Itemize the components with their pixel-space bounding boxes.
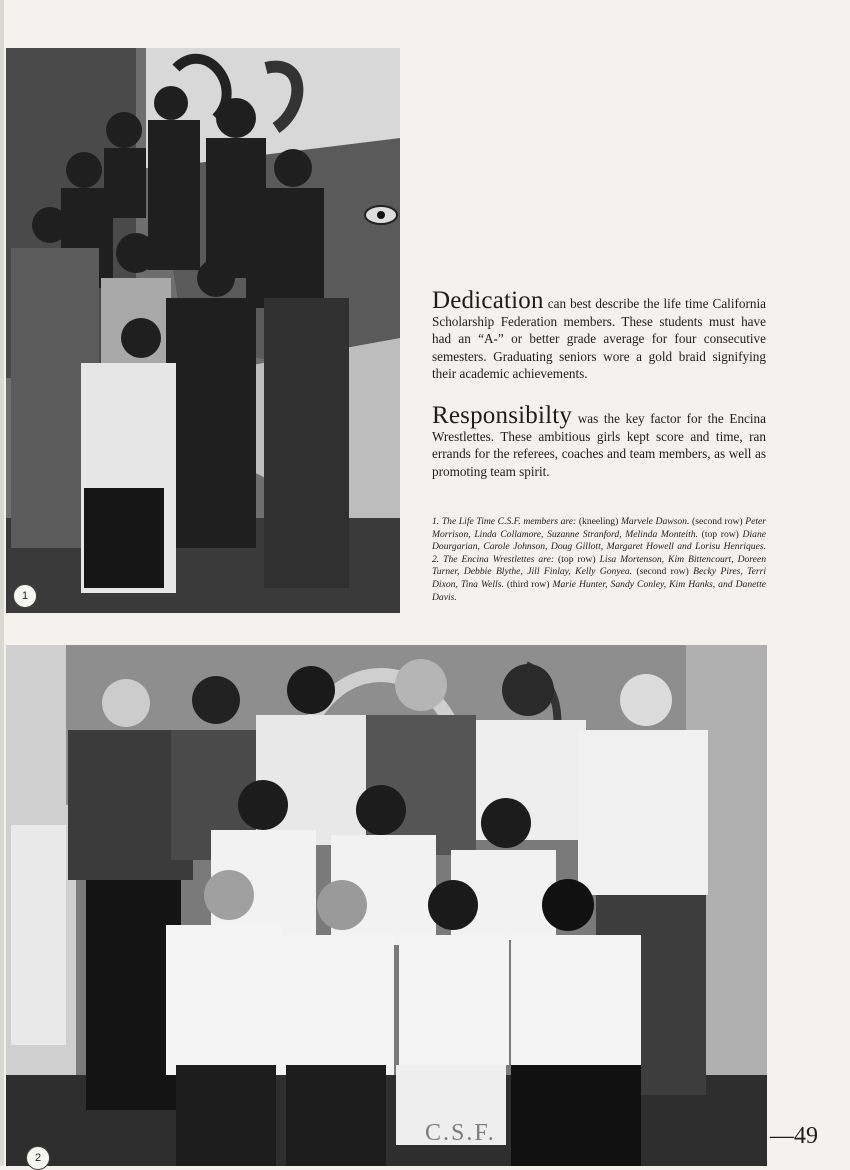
caption2-third-names: Marie Hunter, Sandy Conley, Kim Hanks, and Danette Davis. xyxy=(432,578,766,603)
caption2-second-label: (second row) xyxy=(636,566,689,578)
responsibility-body: was the key factor for the Encina Wrestlettes. These ambitious girls kept score and time, ran errands for the referees, coaches and team members, as well as promoting team spirit. xyxy=(432,411,766,479)
caption2-third-label: (third row) xyxy=(506,578,550,590)
caption1-kneeling-label: (kneeling) xyxy=(578,516,619,527)
caption1-top-label: (top row) xyxy=(701,528,739,540)
csf-group-photo xyxy=(6,48,400,613)
responsibility-lead-word: Responsibilty xyxy=(432,402,573,429)
caption2-top-label: (top row) xyxy=(558,553,596,565)
caption2-intro: 2. The Encina Wrestlettes are: xyxy=(432,553,555,565)
dedication-paragraph xyxy=(432,287,767,383)
dedication-body: can best describe the life time California Scholarship Federation members. These students must have had an “A-” or better grade average for four consecutive semesters. Graduating seniors wore a gold braid signifying their academic achievements. xyxy=(432,296,767,381)
photo-captions xyxy=(432,516,766,604)
page-edge-shadow xyxy=(0,0,4,1166)
photo-number-badge: 1 xyxy=(13,584,37,608)
caption1-intro: 1. The Life Time C.S.F. members are: xyxy=(432,516,577,527)
page-number: —49 xyxy=(770,1123,818,1149)
dedication-lead-word: Dedication xyxy=(432,287,544,314)
wrestlettes-group-photo xyxy=(6,645,767,1166)
caption2-second-names: Becky Pires, Terri Dixon, Tina Wells. xyxy=(432,566,766,590)
caption1-kneeling-names: Marvele Dawson. xyxy=(620,516,690,527)
caption2-top-names: Lisa Mortenson, Kim Bittencourt, Doreen Turner, Debbie Blythe, Jill Finlay, Kelly Gonyea. xyxy=(432,553,766,578)
responsibility-paragraph xyxy=(432,402,766,480)
section-title: C.S.F. xyxy=(425,1120,496,1146)
photo-number-badge: 2 xyxy=(26,1146,50,1170)
caption1-top-names: Diane Dourgarian, Carole Johnson, Doug Gillott, Margaret Howell and Lorisu Henriques. xyxy=(432,528,766,553)
caption1-second-label: (second row) xyxy=(692,516,743,527)
caption1-second-names: Peter Morrison, Linda Collamore, Suzanne Stranford, Melinda Monteith. xyxy=(432,516,767,540)
